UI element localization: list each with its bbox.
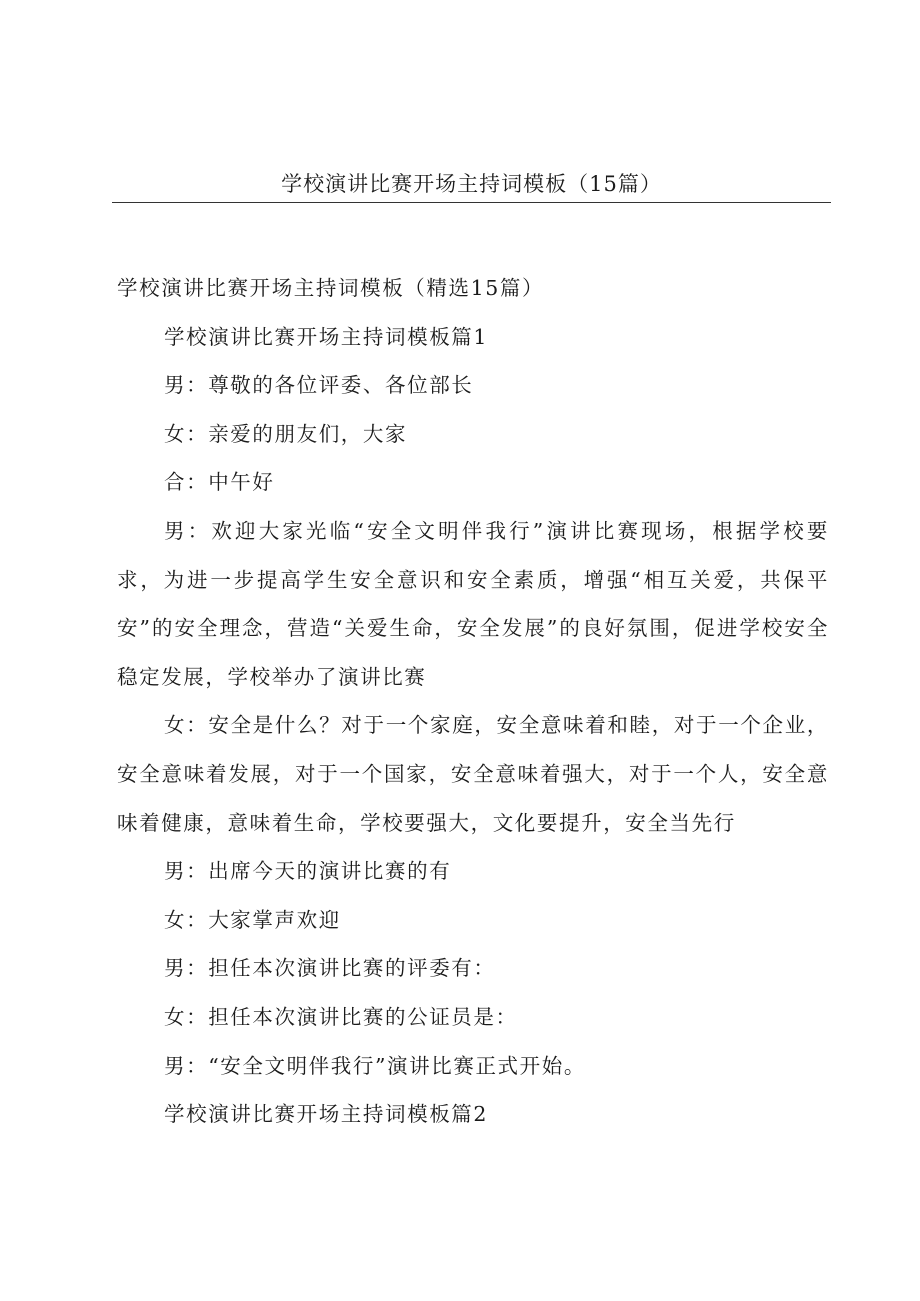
page-header — [112, 168, 831, 203]
dialogue-line: 女：亲爱的朋友们，大家 — [164, 421, 408, 446]
dialogue-line: 男：出席今天的演讲比赛的有 — [164, 859, 452, 884]
doc-subtitle: 学校演讲比赛开场主持词模板（精选15篇） — [117, 276, 545, 300]
dialogue-line: 男：尊敬的各位评委、各位部长 — [164, 373, 474, 398]
section-heading-1: 学校演讲比赛开场主持词模板篇1 — [164, 324, 489, 349]
section-heading-2: 学校演讲比赛开场主持词模板篇2 — [164, 1102, 489, 1127]
dialogue-paragraph: 女：安全是什么？对于一个家庭，安全意味着和睦，对于一个企业，安全意味着发展，对于一个国家，安全意味着强大，对于一个人，安全意味着健康，意味着生命，学校要强大，文化要提升，安全当先行 — [117, 713, 829, 835]
page-title: 学校演讲比赛开场主持词模板（15篇） — [281, 172, 662, 196]
dialogue-paragraph: 男：欢迎大家光临“安全文明伴我行”演讲比赛现场，根据学校要求，为进一步提高学生安全意识和安全素质，增强“相互关爱，共保平安”的安全理念，营造“关爱生命，安全发展”的良好氛围，促进学校安全稳定发展，学校举办了演讲比赛 — [117, 518, 829, 689]
dialogue-line: 男：“安全文明伴我行”演讲比赛正式开始。 — [164, 1053, 586, 1078]
dialogue-line: 女：担任本次演讲比赛的公证员是： — [164, 1004, 518, 1029]
dialogue-line: 男：担任本次演讲比赛的评委有： — [164, 956, 496, 981]
document-body — [117, 264, 829, 1139]
dialogue-line: 女：大家掌声欢迎 — [164, 907, 341, 932]
dialogue-line: 合：中午好 — [164, 470, 275, 495]
